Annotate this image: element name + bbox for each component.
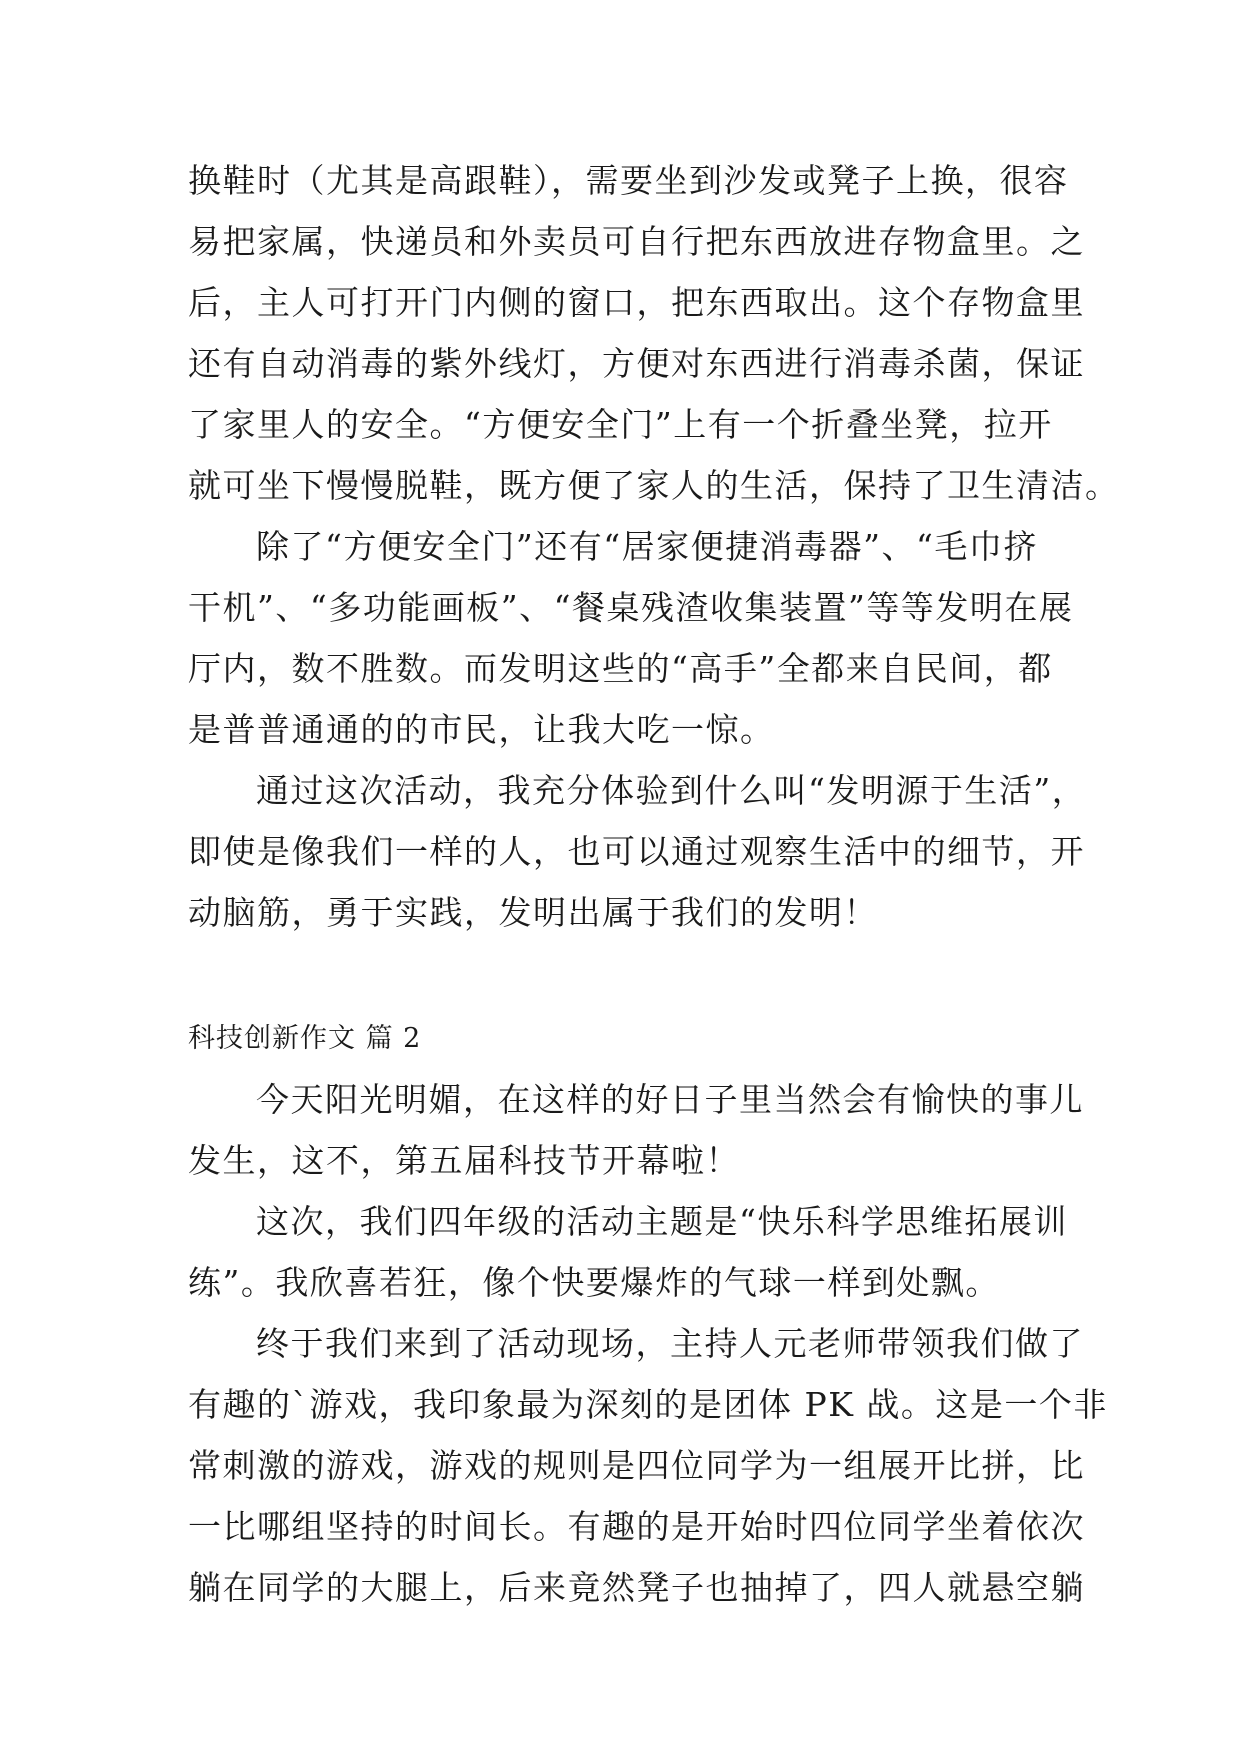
text-line: 就可坐下慢慢脱鞋，既方便了家人的生活，保持了卫生清洁。 — [188, 466, 1120, 505]
text-line: 了家里人的安全。“方便安全门”上有一个折叠坐凳，拉开 — [188, 405, 1053, 444]
text-line: 一比哪组坚持的时间长。有趣的是开始时四位同学坐着依次 — [188, 1507, 1085, 1546]
paragraph-1 — [188, 150, 1120, 516]
text-line: 常刺激的游戏，游戏的规则是四位同学为一组展开比拼，比 — [188, 1446, 1085, 1485]
document-page — [188, 150, 1120, 1618]
paragraph-6 — [188, 1313, 1108, 1618]
text-line: 练”。我欣喜若狂，像个快要爆炸的气球一样到处飘。 — [188, 1263, 1000, 1302]
text-line: 这次，我们四年级的活动主题是“快乐科学思维拓展训 — [256, 1202, 1068, 1241]
text-line: 还有自动消毒的紫外线灯，方便对东西进行消毒杀菌，保证 — [188, 344, 1085, 383]
text-line: 即使是像我们一样的人，也可以通过观察生活中的细节，开 — [188, 832, 1085, 871]
text-line: 动脑筋，勇于实践，发明出属于我们的发明！ — [188, 893, 878, 932]
text-line: 后，主人可打开门内侧的窗口，把东西取出。这个存物盒里 — [188, 283, 1085, 322]
text-line: 厅内，数不胜数。而发明这些的“高手”全都来自民间，都 — [188, 649, 1053, 688]
paragraph-5 — [188, 1191, 1068, 1313]
text-line: 易把家属，快递员和外卖员可自行把东西放进存物盒里。之 — [188, 222, 1085, 261]
paragraph-3 — [188, 760, 1087, 943]
paragraph-4 — [188, 1069, 1084, 1191]
text-line: 除了“方便安全门”还有“居家便捷消毒器”、“毛巾挤 — [256, 527, 1038, 566]
text-line: 发生，这不，第五届科技节开幕啦！ — [188, 1141, 740, 1180]
text-line: 躺在同学的大腿上，后来竟然凳子也抽掉了，四人就悬空躺 — [188, 1568, 1085, 1607]
text-line: 今天阳光明媚，在这样的好日子里当然会有愉快的事儿 — [256, 1080, 1084, 1119]
text-line: 是普普通通的的市民，让我大吃一惊。 — [188, 710, 775, 749]
text-line: 干机”、“多功能画板”、“餐桌残渣收集装置”等等发明在展 — [188, 588, 1074, 627]
section-spacer — [188, 943, 1060, 1008]
text-line: 换鞋时（尤其是高跟鞋），需要坐到沙发或凳子上换，很容 — [188, 161, 1069, 200]
text-line: 通过这次活动，我充分体验到什么叫“发明源于生活”， — [256, 771, 1087, 810]
text-line: 终于我们来到了活动现场，主持人元老师带领我们做了 — [256, 1324, 1084, 1363]
text-line: 有趣的`游戏，我印象最为深刻的是团体 PK 战。这是一个非 — [188, 1385, 1108, 1424]
paragraph-2 — [188, 516, 1074, 760]
section-heading: 科技创新作文 篇 2 — [188, 1023, 422, 1054]
